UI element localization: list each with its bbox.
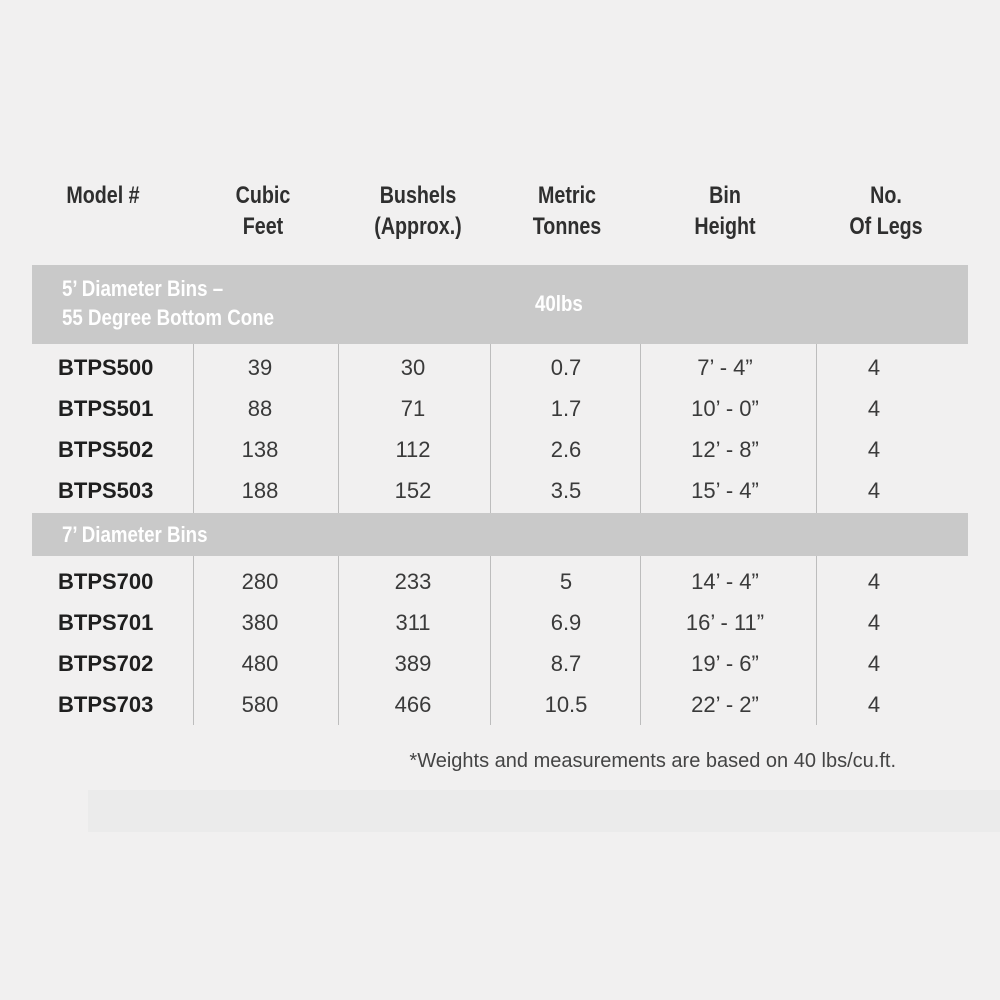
cell-cubic: 188 bbox=[241, 478, 279, 503]
table-row bbox=[0, 347, 1000, 388]
cell-model: BTPS502 bbox=[58, 437, 154, 462]
cell-model: BTPS701 bbox=[58, 610, 154, 635]
cell-cubic: 280 bbox=[241, 569, 279, 594]
cell-legs: 4 bbox=[867, 610, 881, 635]
cell-cubic: 580 bbox=[241, 692, 279, 717]
cell-model: BTPS500 bbox=[58, 355, 154, 380]
cell-bushels: 71 bbox=[400, 396, 426, 421]
section-7ft-title: 7’ Diameter Bins bbox=[62, 522, 208, 547]
cell-height: 14’ - 4” bbox=[691, 569, 759, 594]
header-model-label: Model # bbox=[66, 182, 140, 209]
cell-tonnes: 6.9 bbox=[550, 610, 582, 635]
section-5ft-title-line1: 5’ Diameter Bins – bbox=[62, 276, 224, 301]
table-row bbox=[0, 643, 1000, 684]
header-bin-height bbox=[680, 180, 770, 242]
cell-tonnes: 10.5 bbox=[544, 692, 588, 717]
table-row bbox=[0, 684, 1000, 725]
cell-tonnes: 0.7 bbox=[550, 355, 582, 380]
divider-col5-sec2 bbox=[816, 556, 817, 725]
cell-legs: 4 bbox=[867, 478, 881, 503]
cell-bushels: 112 bbox=[395, 437, 431, 462]
cell-height: 22’ - 2” bbox=[691, 692, 759, 717]
footnote: *Weights and measurements are based on 40 lbs/cu.ft. bbox=[409, 750, 896, 772]
header-tonnes-line1: Metric bbox=[538, 182, 596, 209]
cell-cubic: 138 bbox=[241, 437, 279, 462]
cell-model: BTPS703 bbox=[58, 692, 154, 717]
cell-legs: 4 bbox=[867, 355, 881, 380]
table-header bbox=[0, 180, 1000, 250]
cell-cubic: 88 bbox=[247, 396, 273, 421]
header-tonnes-line2: Tonnes bbox=[532, 213, 602, 240]
header-bushels-line1: Bushels bbox=[379, 182, 457, 209]
divider-col2-sec1 bbox=[338, 344, 339, 513]
section-5ft-note: 40lbs bbox=[535, 291, 583, 316]
cell-cubic: 39 bbox=[247, 355, 273, 380]
divider-col3-sec1 bbox=[490, 344, 491, 513]
cell-legs: 4 bbox=[867, 437, 881, 462]
cell-bushels: 233 bbox=[394, 569, 432, 594]
divider-col4-sec1 bbox=[640, 344, 641, 513]
cell-cubic: 380 bbox=[241, 610, 279, 635]
header-bushels-line2: (Approx.) bbox=[374, 213, 462, 240]
cell-legs: 4 bbox=[867, 692, 881, 717]
header-cubic-feet bbox=[222, 180, 304, 242]
cell-legs: 4 bbox=[867, 396, 881, 421]
section-5ft-title-line2: 55 Degree Bottom Cone bbox=[62, 305, 274, 330]
cell-bushels: 466 bbox=[394, 692, 432, 717]
cell-tonnes: 8.7 bbox=[550, 651, 582, 676]
cell-height: 15’ - 4” bbox=[691, 478, 759, 503]
divider-col1-sec1 bbox=[193, 344, 194, 513]
cell-bushels: 311 bbox=[395, 610, 431, 635]
cell-tonnes: 3.5 bbox=[550, 478, 582, 503]
cell-tonnes: 1.7 bbox=[550, 396, 582, 421]
table-row bbox=[0, 388, 1000, 429]
divider-col2-sec2 bbox=[338, 556, 339, 725]
divider-col1-sec2 bbox=[193, 556, 194, 725]
header-height-line1: Bin bbox=[709, 182, 741, 209]
section-band-5ft bbox=[32, 265, 968, 344]
cell-height: 12’ - 8” bbox=[691, 437, 759, 462]
header-bushels bbox=[361, 180, 476, 242]
cell-legs: 4 bbox=[867, 651, 881, 676]
divider-col4-sec2 bbox=[640, 556, 641, 725]
header-cubic-line1: Cubic bbox=[235, 182, 291, 209]
cell-bushels: 30 bbox=[400, 355, 426, 380]
cell-height: 19’ - 6” bbox=[691, 651, 759, 676]
table-row bbox=[0, 470, 1000, 511]
cell-bushels: 389 bbox=[394, 651, 432, 676]
cell-height: 16’ - 11” bbox=[685, 610, 765, 635]
cell-model: BTPS702 bbox=[58, 651, 154, 676]
cell-tonnes: 5 bbox=[559, 569, 573, 594]
cell-bushels: 152 bbox=[394, 478, 432, 503]
header-model bbox=[58, 180, 148, 211]
cell-height: 10’ - 0” bbox=[691, 396, 759, 421]
header-legs-line1: No. bbox=[870, 182, 902, 209]
background-strip bbox=[88, 790, 1000, 832]
table-row bbox=[0, 602, 1000, 643]
header-height-line2: Height bbox=[694, 213, 756, 240]
section-band-7ft bbox=[32, 513, 968, 556]
table-row bbox=[0, 429, 1000, 470]
cell-tonnes: 2.6 bbox=[550, 437, 582, 462]
divider-col5-sec1 bbox=[816, 344, 817, 513]
table-row bbox=[0, 561, 1000, 602]
divider-col3-sec2 bbox=[490, 556, 491, 725]
header-cubic-line2: Feet bbox=[242, 213, 284, 240]
cell-cubic: 480 bbox=[241, 651, 279, 676]
cell-model: BTPS700 bbox=[58, 569, 154, 594]
cell-model: BTPS503 bbox=[58, 478, 154, 503]
header-metric-tonnes bbox=[521, 180, 613, 242]
cell-height: 7’ - 4” bbox=[697, 355, 753, 380]
header-legs-line2: Of Legs bbox=[849, 213, 923, 240]
cell-model: BTPS501 bbox=[58, 396, 154, 421]
cell-legs: 4 bbox=[867, 569, 881, 594]
header-no-of-legs bbox=[837, 180, 935, 242]
